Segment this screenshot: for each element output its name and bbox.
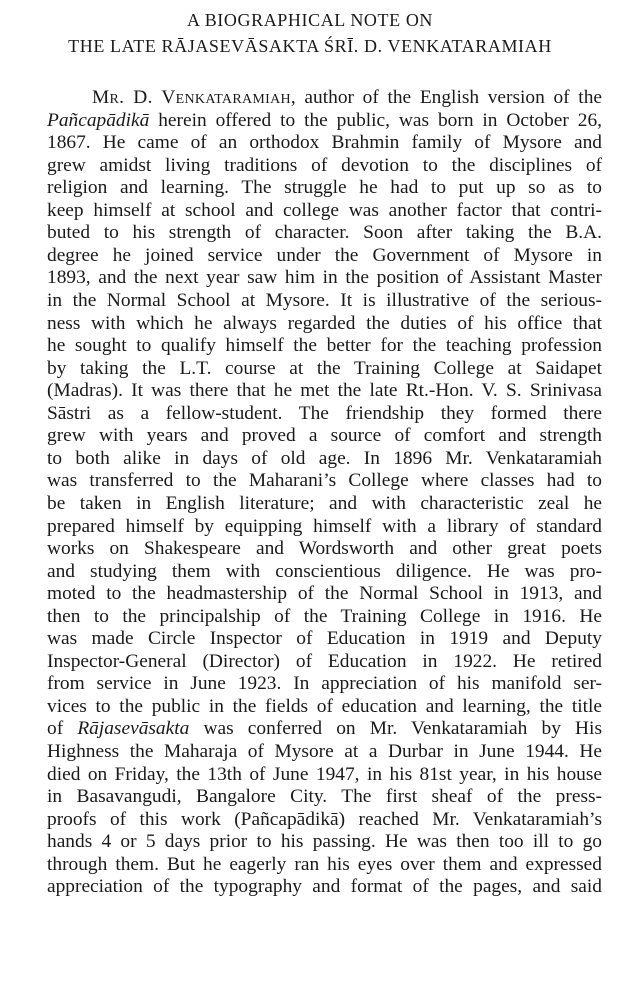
text-run: he sought to qualify himself the better for the teaching profession [47, 335, 602, 357]
text-run: then to the principalship of the Training College in 1916. He [47, 605, 602, 627]
text-run: 1867. He came of an orthodox Brahmin family of Mysore and [47, 132, 602, 154]
text-line [47, 651, 602, 673]
text-run: grew amidst living traditions of devotion to the disciplines of [47, 154, 602, 176]
text-line [47, 741, 602, 763]
text-line [47, 132, 602, 154]
text-line [47, 290, 602, 312]
text-run: and studying them with conscientious diligence. He was pro- [47, 560, 602, 582]
text-line [47, 786, 602, 808]
text-line [47, 809, 602, 831]
text-run: in Basavangudi, Bangalore City. The first sheaf of the press- [47, 786, 602, 808]
text-line [47, 403, 602, 425]
text-run: moted to the headmastership of the Normal School in 1913, and [47, 583, 602, 605]
text-run: through them. But he eagerly ran his eyes over them and expressed [47, 853, 602, 875]
text-line [47, 110, 602, 132]
text-run: died on Friday, the 13th of June 1947, in his 81st year, in his house [47, 763, 602, 785]
text-run: works on Shakespeare and Wordsworth and other great poets [47, 538, 602, 559]
text-run: proofs of this work (Pañcapādikā) reached Mr. Venkataramiah’s [47, 808, 602, 830]
italic-term: Pañcapādikā [47, 109, 150, 131]
text-line [47, 177, 602, 199]
text-run: be taken in English literature; and with characteristic zeal he [47, 492, 602, 514]
text-run: was conferred on Mr. Venkataramiah by His [189, 718, 602, 740]
text-line [47, 313, 602, 335]
text-run: , author of the English version of the [290, 87, 602, 108]
text-run: ness with which he always regarded the duties of his office that [47, 312, 602, 334]
text-line [47, 854, 602, 876]
text-run: Highness the Maharaja of Mysore at a Durbar in June 1944. He [47, 741, 602, 762]
text-line [47, 628, 602, 650]
text-run: Inspector-General (Director) of Education in 1922. He retired [47, 650, 602, 672]
text-run: hands 4 or 5 days prior to his passing. He was then too ill to go [47, 831, 602, 853]
text-run: (Madras). It was there that he met the late Rt.-Hon. V. S. Srinivasa [47, 380, 602, 402]
text-run: by taking the L.T. course at the Training College at Saidapet [47, 357, 602, 379]
text-line [47, 267, 602, 289]
text-run: of [47, 718, 78, 740]
text-line [47, 583, 602, 605]
text-run: to both alike in days of old age. In 1896 Mr. Venkataramiah [47, 447, 602, 469]
text-line [47, 561, 602, 583]
text-line [47, 538, 602, 560]
text-run: religion and learning. The struggle he had to put up so as to [47, 177, 602, 199]
text-line [47, 200, 602, 222]
text-run: appreciation of the typography and format of the pages, and said [47, 876, 602, 898]
text-line [47, 673, 602, 695]
text-line [47, 516, 602, 538]
text-line [47, 764, 602, 786]
text-run: herein offered to the public, was born in October 26, [149, 109, 602, 131]
author-name: Mr. D. Venkataramiah [92, 87, 291, 108]
text-run: from service in June 1923. In appreciation of his manifold ser- [47, 673, 602, 695]
text-line [47, 358, 602, 380]
title-line-2: THE LATE RĀJASEVĀSAKTA ŚRĪ. D. VENKATARAMIAH [68, 36, 552, 56]
text-run: was made Circle Inspector of Education in 1919 and Deputy [47, 628, 602, 650]
text-run: prepared himself by equipping himself with a library of standard [47, 515, 602, 537]
text-line [47, 470, 602, 492]
text-run: was transferred to the Maharani’s College where classes had to [47, 470, 602, 492]
text-line [47, 448, 602, 470]
text-line [47, 696, 602, 718]
text-line [47, 245, 602, 267]
text-line [47, 380, 602, 402]
text-line [47, 606, 602, 628]
text-line [47, 718, 602, 740]
text-run: grew with years and proved a source of comfort and strength [47, 425, 602, 447]
text-line [47, 335, 602, 357]
text-line [47, 493, 602, 515]
text-run: degree he joined service under the Government of Mysore in [47, 244, 602, 266]
italic-term: Rājasevāsakta [77, 718, 190, 740]
title-line-1: A BIOGRAPHICAL NOTE ON [186, 10, 434, 30]
text-run: keep himself at school and college was another factor that contri- [47, 199, 602, 221]
text-line [47, 876, 602, 898]
text-line [47, 155, 602, 177]
text-run: in the Normal School at Mysore. It is illustrative of the serious- [47, 290, 602, 311]
text-line [47, 831, 602, 853]
text-line [47, 222, 602, 244]
text-run: vices to the public in the fields of education and learning, the title [47, 695, 602, 717]
text-run: Sāstri as a fellow-student. The friendship they formed there [47, 402, 602, 424]
text-line [47, 425, 602, 447]
text-run: buted to his strength of character. Soon after taking the B.A. [47, 222, 602, 244]
text-line [92, 87, 602, 109]
text-run: 1893, and the next year saw him in the position of Assistant Master [47, 267, 602, 289]
